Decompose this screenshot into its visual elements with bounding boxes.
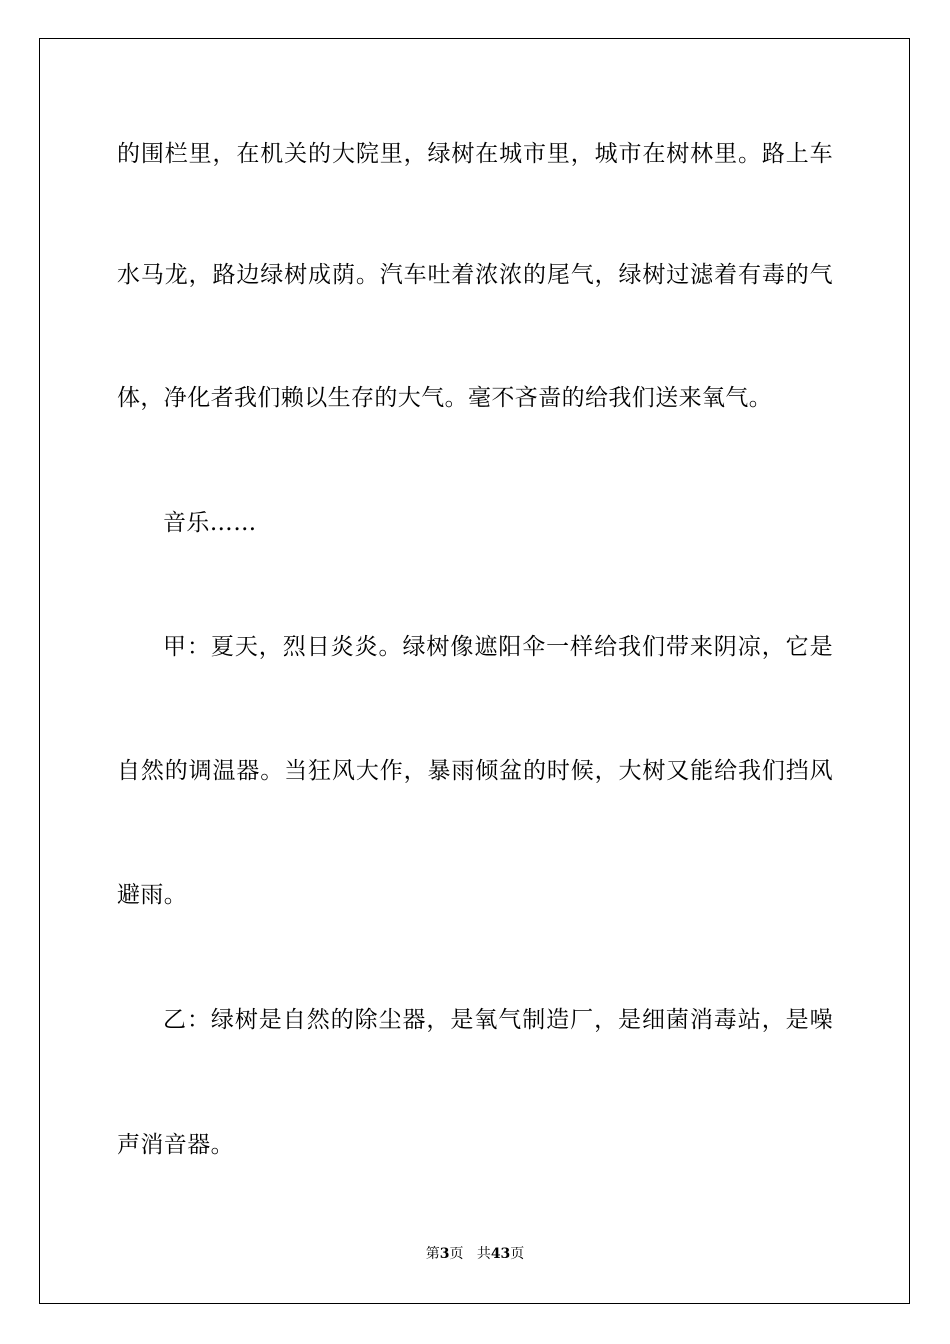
page-border [39,38,910,1304]
total-prefix: 共 [476,1246,491,1262]
paragraph-yi-line-2: 声消音器。 [117,1132,234,1158]
body-line-1: 的围栏里，在机关的大院里，绿树在城市里，城市在树林里。路上车 [117,141,833,167]
page-number: 3 [439,1246,450,1262]
page-footer [0,1245,950,1263]
paragraph-jia-line-3: 避雨。 [117,882,188,908]
page-prefix: 第 [425,1246,440,1262]
total-pages: 43 [490,1246,511,1262]
body-line-3: 体，净化者我们赖以生存的大气。毫不吝啬的给我们送来氧气。 [117,385,773,411]
body-line-2: 水马龙，路边绿树成荫。汽车吐着浓浓的尾气，绿树过滤着有毒的气 [117,262,833,288]
paragraph-jia-line-1: 甲：夏天，烈日炎炎。绿树像遮阳伞一样给我们带来阴凉，它是 [163,634,833,660]
page-suffix: 页 [449,1246,464,1262]
paragraph-music: 音乐…… [163,510,257,536]
paragraph-jia-line-2: 自然的调温器。当狂风大作，暴雨倾盆的时候，大树又能给我们挡风 [117,758,833,784]
total-suffix: 页 [510,1246,525,1262]
paragraph-yi-line-1: 乙：绿树是自然的除尘器，是氧气制造厂，是细菌消毒站，是噪 [163,1007,833,1033]
